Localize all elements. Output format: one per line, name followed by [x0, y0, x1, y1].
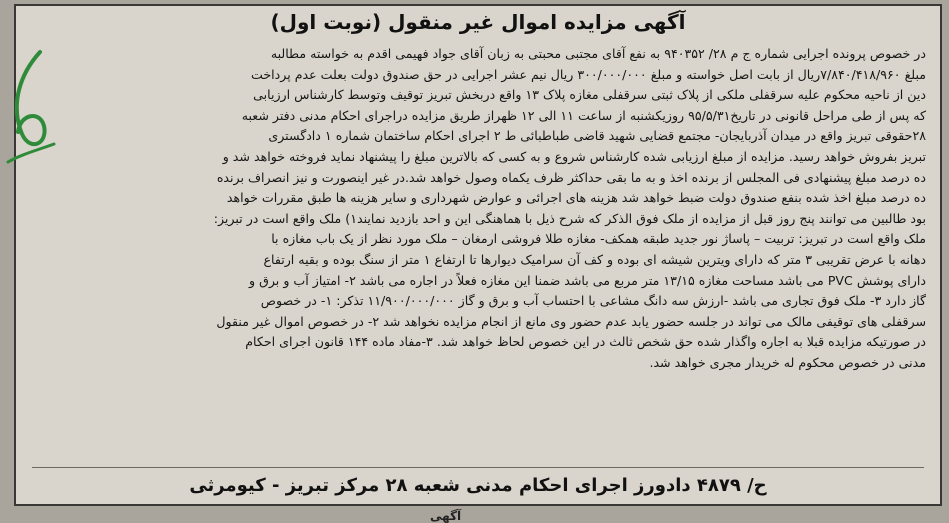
notice-clipping	[14, 4, 942, 506]
body-line: ده درصد مبلغ اخذ شده بنفع صندوق دولت ضبط خواهد شد هزینه های اجرائی و عوارض شهرداری و سایر هزینه ها طبق مقررات خواهد	[226, 190, 926, 206]
body-line: مدنی در خصوص محکوم له خریدار مجری خواهد شد.	[649, 354, 926, 370]
notice-body	[30, 44, 926, 374]
body-line: دین از ناحیه محکوم علیه سرقفلی ملکی از پلاک ثبتی سرقفلی مغازه پلاک ۱۳ واقع دربخش تبریز توقیف وتوسط کارشناس ارزیابی	[253, 87, 926, 103]
body-line: مبلغ ۷/۸۴۰/۴۱۸/۹۶۰ریال از بابت اصل خواسته و مبلغ ۳۰۰/۰۰۰/۰۰۰ ریال نیم عشر اجرایی در حق صندوق دولت بعلت عدم پرداخت	[251, 66, 926, 82]
body-line: بود طالبین می توانند پنج روز قبل از مزایده از ملک فوق الذکر که شرح ذیل با هماهنگی این و احد بازدید نمایند۱) ملک واقع است در تبریز:	[213, 210, 926, 226]
body-line: ملک واقع است در تبریز: تربیت – پاساژ نور جدید طبقه همکف- مغازه طلا فروشی ارمغان – ملک مورد نظر از یک باب مغازه با	[271, 231, 926, 247]
handwritten-mark-icon	[0, 44, 60, 174]
next-notice-heading: آگهی	[430, 509, 462, 523]
body-line: ۲۸حقوقی تبریز واقع در میدان آذربایجان- مجتمع قضایی شهید قاضی طباطبائی ط ۲ اجرای احکام ساختمان شماره ۱ دادگستری	[268, 128, 926, 144]
body-line: دارای پوشش PVC می باشد مساحت مغازه ۱۳/۱۵ متر مربع می باشد ضمنا این مغازه فعلاً در اجاره می باشد ۲- امتیاز آب و برق و	[249, 272, 926, 288]
body-line: در صورتیکه مزایده قبلا به اجاره واگذار شده حق شخص ثالث در این خصوص لحاظ خواهد شد. ۳-مفاد ماده ۱۴۴ قانون اجرای احکام	[245, 334, 926, 350]
footer-divider	[32, 467, 924, 468]
body-line: در خصوص پرونده اجرایی شماره ج م ۲۸/ ۹۴۰۳۵۲ به نفع آقای مجتبی محبتی به زبان آقای جواد فهیمی اقدم به خواسته مطالبه	[270, 46, 926, 61]
body-line: دهانه با عرض تقریبی ۳ متر که دارای ویترین شیشه ای بوده و کف آن سرامیک دیوارها تا ارتفاع ۱ متر از سنگ بوده و بقیه ارتفاع	[263, 251, 926, 267]
body-line: سرقفلی های توقیفی مالک می تواند در جلسه حضور یابد عدم حضور وی مانع از انجام مزایده نخواهد شد ۲- در خصوص اموال غیر منقول	[216, 313, 926, 329]
body-line: ده درصد مبلغ پیشنهادی فی المجلس از برنده اخذ و به ما بقی حداکثر ظرف یکماه وصول خواهد شد.در غیر اینصورت و نیز انصراف برنده	[216, 169, 926, 185]
body-line: گاز دارد ۳- ملک فوق تجاری می باشد -ارزش سه دانگ مشاعی با احتساب آب و برق و گاز ۱۱/۹۰۰/۰۰۰/۰۰۰ تذکر: ۱- در خصوص	[260, 293, 926, 309]
body-line: که پس از طی مراحل قانونی در تاریخ۹۵/۵/۳۱ روزیکشنبه از ساعت ۱۱ الی ۱۲ ظهراز طریق مزایده دراجرای احکام مدنی دفتر شعبه	[241, 107, 926, 123]
notice-footer: ح/ ۴۸۷۹ دادورز اجرای احکام مدنی شعبه ۲۸ مرکز تبریز - کیومرثی	[189, 475, 767, 496]
notice-title: آگهی مزایده اموال غیر منقول (نوبت اول)	[270, 10, 686, 34]
body-line: تبریز بفروش خواهد رسید. مزایده از مبلغ ارزیابی شده کارشناس شروع و به کسی که بالاترین مبلغ را پیشنهاد نماید فروخته خواهد شد و	[222, 148, 926, 164]
